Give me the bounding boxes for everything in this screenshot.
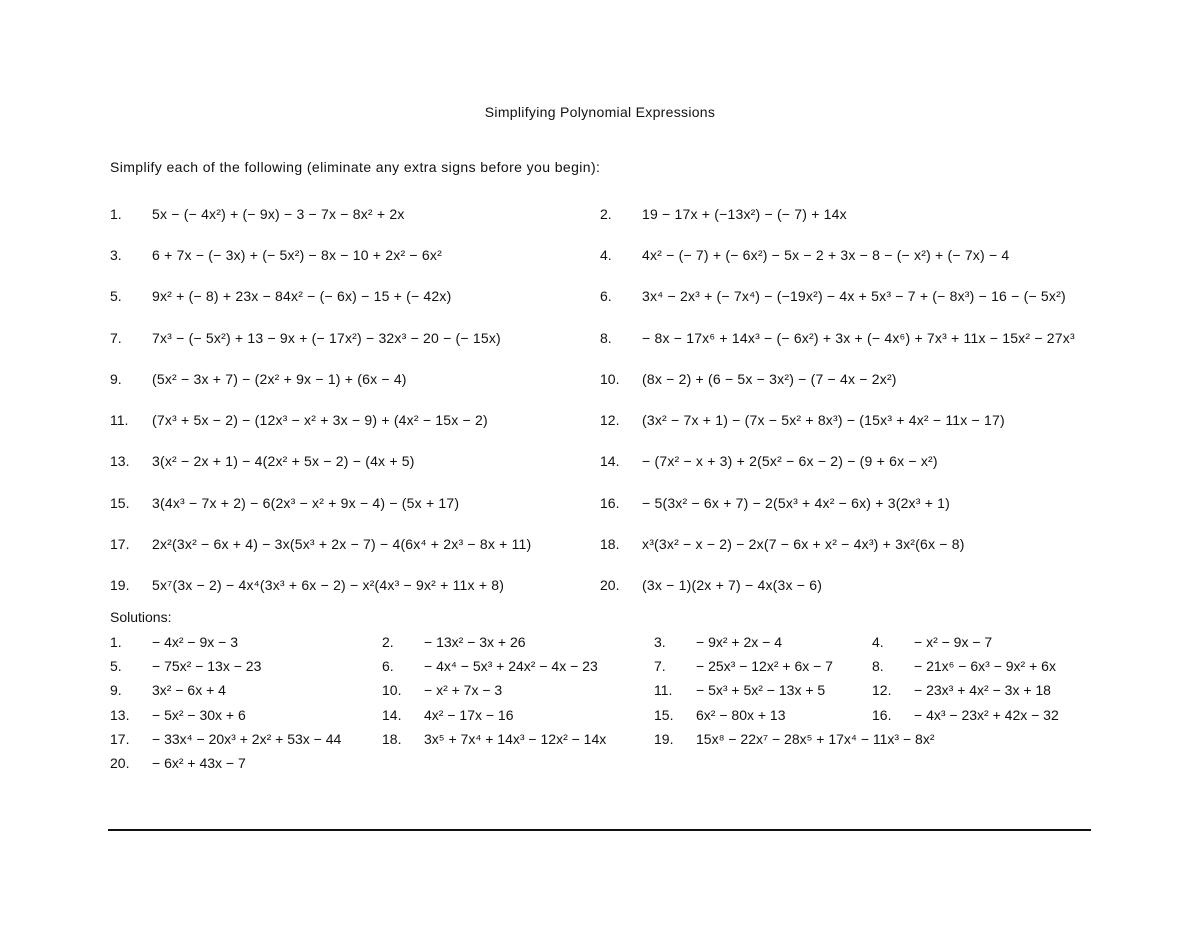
- solution-expression: − 75x² − 13x − 23: [152, 658, 262, 675]
- solution-item: [110, 658, 382, 674]
- problem-row: [110, 399, 1100, 440]
- solutions-heading: Solutions:: [110, 609, 172, 625]
- problem-expression: 3(x² − 2x + 1) − 4(2x² + 5x − 2) − (4x + 5): [152, 453, 415, 470]
- problem-row: [110, 317, 1100, 358]
- solution-row: [110, 630, 1100, 654]
- solutions-list: [110, 630, 1100, 775]
- solution-expression: − 4x³ − 23x² + 42x − 32: [914, 706, 1059, 723]
- problem-item: [600, 536, 1090, 552]
- solution-item: [382, 731, 654, 747]
- problem-expression: 2x²(3x² − 6x + 4) − 3x(5x³ + 2x − 7) − 4(6x⁴ + 2x³ − 8x + 11): [152, 536, 532, 553]
- problem-item: [600, 577, 1090, 593]
- problem-row: [110, 358, 1100, 399]
- problem-number: 10.: [600, 370, 620, 387]
- solution-expression: − 23x³ + 4x² − 3x + 18: [914, 682, 1051, 699]
- bottom-rule: [108, 829, 1091, 831]
- problem-expression: − 8x − 17x⁶ + 14x³ − (− 6x²) + 3x + (− 4x⁶) + 7x³ + 11x − 15x² − 27x³: [642, 329, 1075, 346]
- problem-expression: − 5(3x² − 6x + 7) − 2(5x³ + 4x² − 6x) + 3(2x³ + 1): [642, 494, 951, 511]
- solution-item: [872, 658, 1098, 674]
- solution-expression: − 6x² + 43x − 7: [152, 755, 246, 772]
- problem-number: 2.: [600, 205, 612, 222]
- problem-row: [110, 234, 1100, 275]
- problem-item: [600, 495, 1090, 511]
- problem-item: [600, 453, 1090, 469]
- solution-item: [382, 658, 654, 674]
- problem-item: [110, 371, 600, 387]
- solution-item: [654, 682, 872, 698]
- problem-expression: (5x² − 3x + 7) − (2x² + 9x − 1) + (6x − 4): [152, 370, 407, 387]
- problem-number: 16.: [600, 494, 620, 511]
- problem-item: [110, 536, 600, 552]
- problem-item: [110, 330, 600, 346]
- problem-expression: 5x − (− 4x²) + (− 9x) − 3 − 7x − 8x² + 2x: [152, 205, 405, 222]
- problem-expression: 9x² + (− 8) + 23x − 84x² − (− 6x) − 15 + (− 42x): [152, 288, 452, 305]
- problem-number: 15.: [110, 494, 130, 511]
- page-title: Simplifying Polynomial Expressions: [484, 104, 716, 120]
- solution-row: [110, 751, 1100, 775]
- problem-expression: 5x⁷(3x − 2) − 4x⁴(3x³ + 6x − 2) − x²(4x³ − 9x² + 11x + 8): [152, 577, 505, 594]
- solution-expression: − 4x⁴ − 5x³ + 24x² − 4x − 23: [424, 658, 598, 675]
- instructions: Simplify each of the following (eliminate any extra signs before you begin):: [110, 159, 601, 175]
- solution-number: 16.: [872, 706, 892, 723]
- solution-item: [110, 634, 382, 650]
- problem-expression: x³(3x² − x − 2) − 2x(7 − 6x + x² − 4x³) + 3x²(6x − 8): [642, 536, 965, 553]
- solution-number: 14.: [382, 706, 402, 723]
- solution-item: [872, 634, 1098, 650]
- solution-number: 11.: [654, 682, 673, 699]
- problem-expression: (8x − 2) + (6 − 5x − 3x²) − (7 − 4x − 2x²): [642, 370, 897, 387]
- solution-expression: 3x⁵ + 7x⁴ + 14x³ − 12x² − 14x: [424, 730, 607, 747]
- problem-item: [110, 495, 600, 511]
- solution-expression: 4x² − 17x − 16: [424, 706, 514, 723]
- solution-expression: − 21x⁶ − 6x³ − 9x² + 6x: [914, 658, 1056, 675]
- problem-item: [110, 453, 600, 469]
- problem-number: 17.: [110, 536, 130, 553]
- solution-expression: − 9x² + 2x − 4: [696, 634, 782, 651]
- solution-number: 9.: [110, 682, 122, 699]
- problem-number: 9.: [110, 370, 122, 387]
- solution-number: 7.: [654, 658, 666, 675]
- problem-item: [600, 330, 1090, 346]
- problem-row: [110, 565, 1100, 606]
- problem-number: 8.: [600, 329, 612, 346]
- solution-item: [872, 682, 1098, 698]
- solution-item: [654, 707, 872, 723]
- problem-row: [110, 523, 1100, 564]
- solution-item: [654, 731, 1098, 747]
- solution-number: 6.: [382, 658, 394, 675]
- problem-number: 5.: [110, 288, 122, 305]
- solution-item: [110, 707, 382, 723]
- solution-row: [110, 678, 1100, 702]
- solution-item: [110, 682, 382, 698]
- solution-number: 13.: [110, 706, 130, 723]
- solution-expression: − 33x⁴ − 20x³ + 2x² + 53x − 44: [152, 730, 342, 747]
- solution-expression: 15x⁸ − 22x⁷ − 28x⁵ + 17x⁴ − 11x³ − 8x²: [696, 730, 935, 747]
- problem-list: [110, 193, 1100, 606]
- solution-item: [872, 707, 1098, 723]
- solution-number: 4.: [872, 634, 884, 651]
- solution-number: 8.: [872, 658, 884, 675]
- problem-row: [110, 276, 1100, 317]
- solution-number: 18.: [382, 730, 402, 747]
- problem-item: [110, 206, 600, 222]
- solution-expression: 6x² − 80x + 13: [696, 706, 786, 723]
- problem-number: 14.: [600, 453, 620, 470]
- solution-expression: − x² − 9x − 7: [914, 634, 993, 651]
- problem-number: 18.: [600, 536, 620, 553]
- solution-number: 2.: [382, 634, 394, 651]
- problem-number: 12.: [600, 412, 620, 429]
- problem-expression: 3(4x³ − 7x + 2) − 6(2x³ − x² + 9x − 4) − (5x + 17): [152, 494, 460, 511]
- solution-item: [382, 682, 654, 698]
- solution-item: [110, 731, 382, 747]
- problem-number: 20.: [600, 577, 620, 594]
- solution-number: 5.: [110, 658, 122, 675]
- problem-item: [110, 288, 600, 304]
- solution-expression: − 25x³ − 12x² + 6x − 7: [696, 658, 833, 675]
- problem-number: 13.: [110, 453, 130, 470]
- solution-number: 10.: [382, 682, 402, 699]
- problem-item: [600, 371, 1090, 387]
- problem-item: [600, 206, 1090, 222]
- problem-item: [110, 412, 600, 428]
- solution-item: [382, 707, 654, 723]
- problem-number: 1.: [110, 205, 122, 222]
- problem-number: 6.: [600, 288, 612, 305]
- problem-number: 4.: [600, 246, 612, 263]
- solution-number: 12.: [872, 682, 892, 699]
- problem-expression: − (7x² − x + 3) + 2(5x² − 6x − 2) − (9 + 6x − x²): [642, 453, 938, 470]
- solution-number: 19.: [654, 730, 674, 747]
- problem-expression: (3x² − 7x + 1) − (7x − 5x² + 8x³) − (15x³ + 4x² − 11x − 17): [642, 412, 1005, 429]
- problem-expression: (3x − 1)(2x + 7) − 4x(3x − 6): [642, 577, 823, 594]
- solution-number: 20.: [110, 755, 130, 772]
- problem-item: [600, 247, 1090, 263]
- problem-row: [110, 441, 1100, 482]
- solution-expression: − x² + 7x − 3: [424, 682, 503, 699]
- problem-expression: 19 − 17x + (−13x²) − (− 7) + 14x: [642, 205, 847, 222]
- problem-expression: 4x² − (− 7) + (− 6x²) − 5x − 2 + 3x − 8 − (− x²) + (− 7x) − 4: [642, 246, 1010, 263]
- solution-number: 3.: [654, 634, 666, 651]
- problem-expression: 6 + 7x − (− 3x) + (− 5x²) − 8x − 10 + 2x² − 6x²: [152, 246, 442, 263]
- problem-item: [110, 247, 600, 263]
- solution-row: [110, 703, 1100, 727]
- solution-number: 1.: [110, 634, 122, 651]
- problem-number: 19.: [110, 577, 130, 594]
- problem-item: [110, 577, 600, 593]
- problem-number: 11.: [110, 412, 129, 429]
- solution-number: 15.: [654, 706, 674, 723]
- solution-row: [110, 727, 1100, 751]
- problem-row: [110, 193, 1100, 234]
- solution-expression: 3x² − 6x + 4: [152, 682, 226, 699]
- problem-item: [600, 288, 1090, 304]
- problem-row: [110, 482, 1100, 523]
- problem-expression: 3x⁴ − 2x³ + (− 7x⁴) − (−19x²) − 4x + 5x³ − 7 + (− 8x³) − 16 − (− 5x²): [642, 288, 1066, 305]
- solution-row: [110, 654, 1100, 678]
- problem-item: [600, 412, 1090, 428]
- solution-item: [382, 634, 654, 650]
- solution-expression: − 13x² − 3x + 26: [424, 634, 526, 651]
- solution-expression: − 5x³ + 5x² − 13x + 5: [696, 682, 826, 699]
- problem-number: 7.: [110, 329, 122, 346]
- solution-item: [110, 755, 382, 771]
- solution-expression: − 4x² − 9x − 3: [152, 634, 238, 651]
- problem-number: 3.: [110, 246, 122, 263]
- problem-expression: 7x³ − (− 5x²) + 13 − 9x + (− 17x²) − 32x³ − 20 − (− 15x): [152, 329, 501, 346]
- solution-item: [654, 634, 872, 650]
- solution-expression: − 5x² − 30x + 6: [152, 706, 246, 723]
- problem-expression: (7x³ + 5x − 2) − (12x³ − x² + 3x − 9) + (4x² − 15x − 2): [152, 412, 488, 429]
- solution-item: [654, 658, 872, 674]
- solution-number: 17.: [110, 730, 130, 747]
